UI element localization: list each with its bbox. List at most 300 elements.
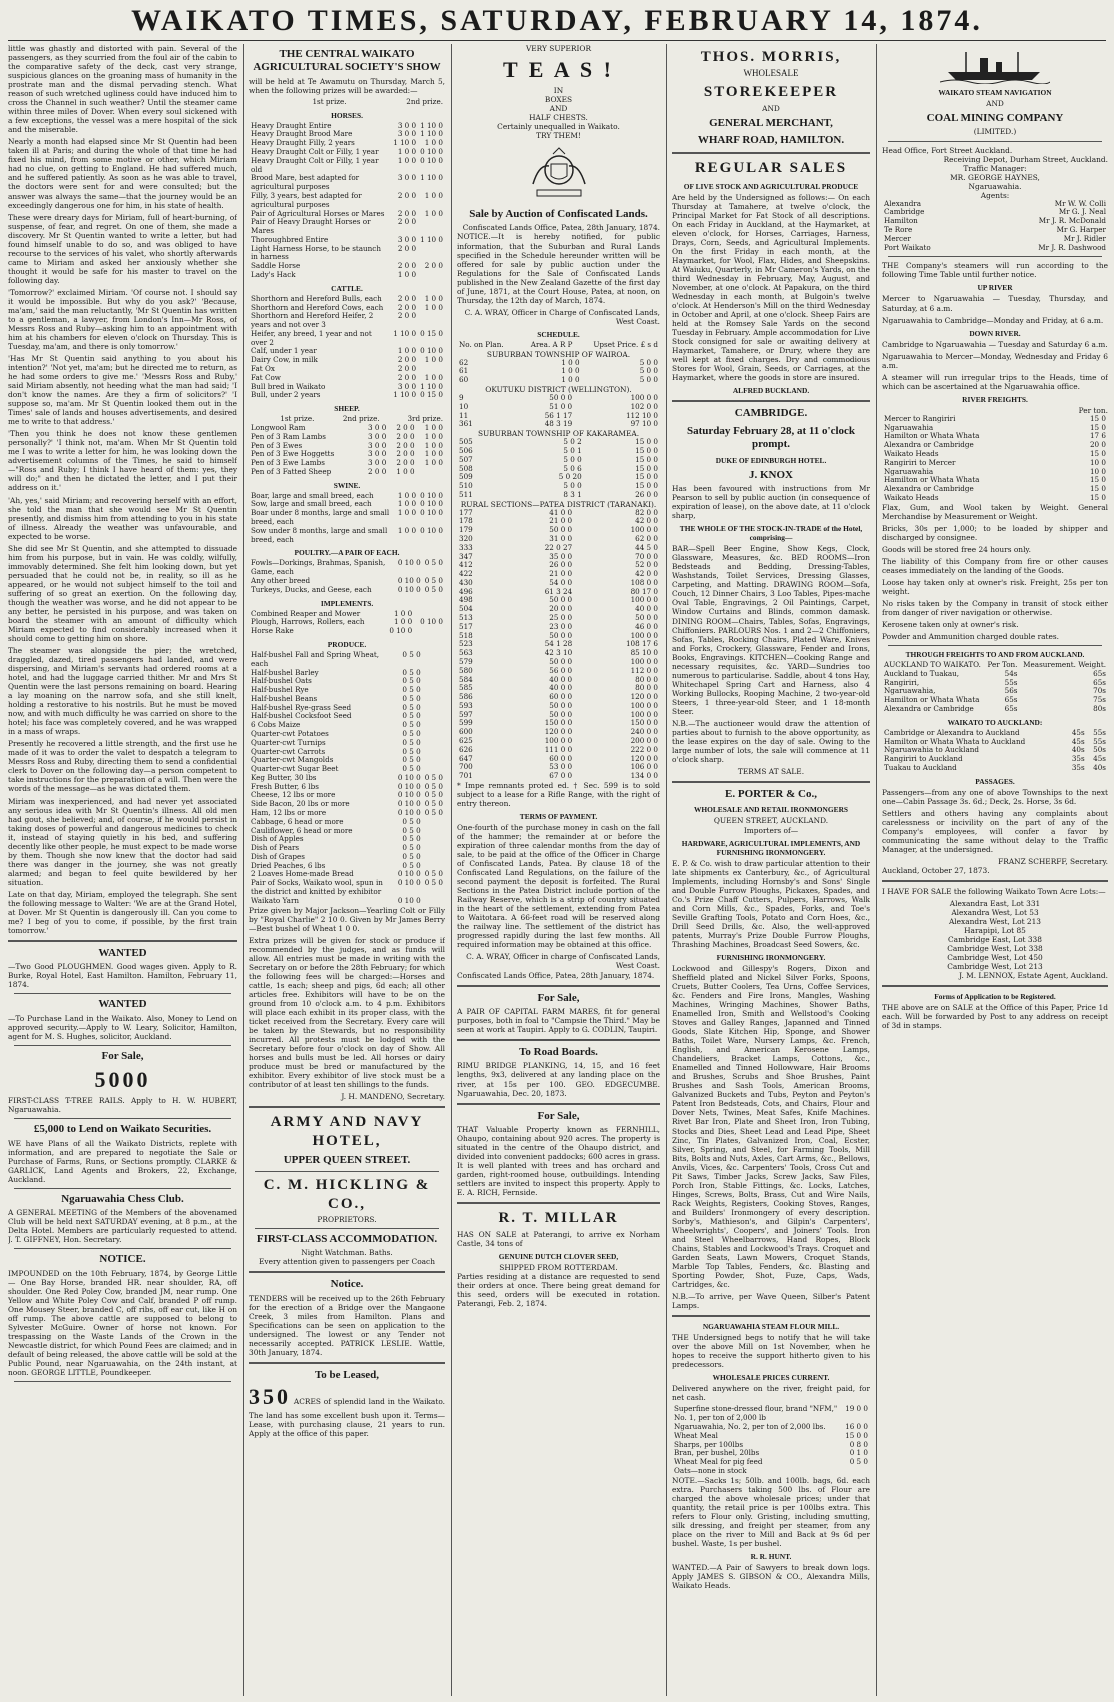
table-cell: Hamilton or Whata Whata [884, 431, 980, 441]
table-cell: 80 0 0 [635, 683, 658, 693]
proprietors-label: PROPRIETORS. [317, 1214, 377, 1224]
table-cell: Half-bushel Cocksfoot Seed [251, 711, 352, 721]
table-cell: 0 10 0 [420, 525, 443, 535]
table-cell: 50 0 0 [549, 525, 573, 535]
traffic-label: Traffic Manager: [963, 163, 1027, 173]
up-river-times [882, 294, 1108, 324]
table-cell [423, 818, 445, 827]
prize-table [249, 651, 445, 906]
forms-heading: Forms of Application to be Registered. [934, 992, 1056, 1002]
table-cell: Sow, large and small breed, each [251, 499, 372, 509]
table-cell: 23 0 0 [549, 621, 573, 631]
table-cell: 510 [459, 481, 473, 491]
table-cell: 179 [459, 525, 473, 535]
lots-intro: I HAVE FOR SALE the following Waikato Town Acre Lots:— [882, 887, 1106, 896]
coal-heading: COAL MINING COMPANY [926, 112, 1064, 125]
table-cell: Pen of 3 Ewe Hoggetts [251, 449, 335, 459]
table-cell: 0 5 0 [402, 685, 421, 695]
teas-lines [457, 86, 660, 122]
table-cell [423, 827, 445, 836]
table-cell: 120 0 0 [630, 692, 658, 702]
table-cell [423, 835, 445, 844]
table-cell: Pair of Socks, Waikato wool, spun in the district and knitted by exhibitor [251, 878, 383, 897]
schedule-section-title: SUBURBAN TOWNSHIP OF KAKARAMEA. [477, 429, 640, 439]
table-cell: 0 10 0 [397, 781, 421, 791]
table-cell: 6 Cobs Maize [251, 720, 301, 730]
table-cell: 2 0 0 [397, 243, 417, 253]
table-cell: Saddle Horse [251, 261, 301, 271]
table-cell: Cabbage, 6 head or more [251, 816, 344, 826]
table-cell [423, 739, 445, 748]
classified-ad [8, 1050, 237, 1119]
table-cell: 0 10 0 [397, 799, 421, 809]
table-cell: Mr J. R. Dashwood [1038, 242, 1106, 252]
ad-heading: WANTED [98, 946, 147, 959]
table-cell: 5 0 0 [639, 375, 658, 385]
table-cell: 1 0 0 [396, 466, 415, 476]
whole-stock-heading: THE WHOLE OF THE STOCK-IN-TRADE of the Hotel, comprising— [679, 524, 863, 543]
table-cell: Mercer to Rangiriri [884, 413, 956, 423]
table-cell: 35 0 0 [549, 551, 573, 561]
hardware-heading: HARDWARE, AGRICULTURAL IMPLEMENTS, AND FURNISHING IRONMONGERY. [681, 838, 861, 857]
table-cell: Half-bushel Rye [251, 685, 309, 695]
column-rule [451, 44, 452, 1696]
table-cell: Ham, 12 lbs or more [251, 808, 327, 817]
table-cell [423, 748, 445, 757]
story-paragraph: little was ghastly and distorted with pain. Several of the passengers, as they scurried from the foul air of the cabin to the comparative safety of the deck, cast very strange, suspicious glances on the groaning mass of humanity in the prostrate man and the dismal pervading stench. What reason of such wretched ugliness could have induced him to cross the Channel in such weather? Until the steamer came within three miles of Dover. When every soul sickened with a few exceptions, the vessel was a mere hospital of the sick and the miserable. [8, 44, 237, 135]
schedule-row [457, 420, 660, 429]
table-cell: 15 0 0 [635, 472, 658, 482]
prize-section-title: CATTLE. [331, 283, 363, 293]
table-cell: 1 10 0 [393, 390, 417, 400]
column-2 [249, 44, 445, 1696]
table-cell: 2 0 0 [397, 355, 417, 365]
prize-row [249, 330, 445, 348]
table-cell: 1st prize. [312, 96, 347, 106]
table-cell: Pen of 3 Ram Lambs [251, 431, 326, 441]
table-cell [423, 686, 445, 695]
table-cell [423, 669, 445, 678]
table-cell: 0 10 0 [397, 878, 421, 888]
divider [672, 400, 870, 402]
column-rule [243, 44, 244, 1696]
table-cell: 3 0 0 [397, 120, 417, 130]
table-cell: 0 5 0 [402, 860, 421, 870]
table-cell: 3 0 0 [397, 129, 417, 139]
and-label: AND [762, 103, 780, 113]
and-label: AND [986, 99, 1004, 109]
timetable-line: Cambridge to Ngaruawahia — Tuesday and Saturday 6 a.m. [882, 339, 1108, 349]
table-cell: 1 0 0 [393, 617, 413, 627]
millar-heading: R. T. MILLAR [498, 1210, 619, 1227]
table-cell: Shorthorn and Hereford Heifer, 2 years and not over 3 [251, 311, 374, 330]
table-cell: 50s [1093, 745, 1106, 755]
divider [14, 1045, 231, 1046]
table-cell: 25 0 0 [549, 613, 573, 623]
table-cell: 150 0 0 [544, 718, 573, 728]
table-cell: 1 0 0 [424, 440, 443, 450]
table-cell: 0 5 0 [402, 649, 421, 659]
story-paragraph: She did see Mr St Quentin, and she attempted to dissuade him from his purpose, but in vain. He was coldly, wilfully, immovably determined. She felt him looking down, but yet persuaded that he could not be, in reality, so ill as he appeared, or he would not subject himself to the toil and suffering of so great an exertion. On the following day, though the weather was worse, and he did not appear to be any better, he persisted in his purpose, and was taken on board the steamer with an amount of difficulty which Miriam expected to find considerably increased when it should come to getting him on shore. [8, 543, 237, 643]
table-cell: 523 [459, 639, 473, 649]
table-cell: 40 0 0 [635, 604, 658, 614]
buckland-signature: ALFRED BUCKLAND. [732, 386, 810, 396]
table-cell: 2 0 0 [397, 261, 417, 271]
table-cell: Ngaruawahia to Auckland [884, 745, 979, 755]
ad-heading: WANTED [98, 998, 147, 1011]
millar-text: HAS ON SALE at Paterangi, to arrive ex Norham Castle, 34 tons of [457, 1229, 660, 1248]
table-cell [423, 651, 445, 669]
table-cell: 100 0 0 [630, 630, 658, 640]
table-cell: 20 0 [1089, 440, 1106, 450]
show-rules: Extra prizes will be given for stock or produce if recommended by the judges, and as funds will allow. All entries must be made in writing with the Secretary on or before the 28th February; for which the following fees will be charged:—Horses and cattle, 1s each; sheep and pigs, 6d each; all other articles free. Exhibitors will have to be on the ground from 10 o'clock a.m. to 4 p.m. Exhibitors will place each exhibit in its proper class, with the ticket received from the Secretary. Every care will be taken by the Stewards, but no responsibility incurred. All protests must be lodged with the Secretary before four o'clock on day of Show. All horses and bulls must be led. All horses or dairy produce must be bred or manufactured by the exhibitor. Every exhibitor of live stock must be a contributor of at least ten shillings to the funds. [249, 935, 445, 1090]
morris-heading: THOS. MORRIS, [700, 49, 842, 65]
prize-row [249, 651, 445, 669]
table-cell [418, 271, 445, 280]
table-cell [423, 756, 445, 765]
prize-row [249, 218, 445, 236]
prices-heading: WHOLESALE PRICES CURRENT. [712, 1373, 830, 1383]
table-cell: 21 0 0 [549, 569, 573, 579]
table-cell: 1 10 0 [393, 328, 417, 338]
table-cell: Heavy Draught Colt or Filly, 1 year [251, 147, 379, 157]
table-cell: 10 [459, 401, 469, 411]
table-cell: 35s [1071, 754, 1085, 764]
confiscated-sale-heading: Sale by Auction of Confiscated Lands. [469, 208, 648, 221]
ad-text: IMPOUNDED on the 10th February, 1874, by George Little— One Bay Horse, branded HR. near shoulder, RA, off shoulder. One Red Poley Cow, branded JM, near rump. One Yellow and White Poley Cow and Calf, branded P off rump. One Mousey Steer, branded C, off ribs, off ear cut, like H on off rump. The above cattle are supposed to belong to Sylvester McGuire. Owner of horse not known. For trespassing on the Waste Lands of the Crown in the Newcastle district, for which Pound Fees are claimed; and in default of being released, the above cattle will be sold at the Public Pound, near Ngaruawahia, on the 24th instant, at noon. GEORGE LITTLE, Poundkeeper. [8, 1268, 237, 1378]
table-cell: 0 10 0 [420, 499, 443, 509]
column-5 [882, 44, 1108, 1696]
back-freights-table [882, 729, 1108, 773]
prize-section-title: HORSES. [331, 110, 363, 120]
table-cell: 506 [459, 445, 473, 455]
flour-mill-heading: NGARUAWAHIA STEAM FLOUR MILL. [702, 1322, 840, 1332]
table-cell: 0 5 0 [424, 781, 443, 791]
table-cell: 593 [459, 700, 473, 710]
cambridge-heading: CAMBRIDGE. [734, 407, 808, 420]
for-sale-heading: For Sale, [537, 991, 580, 1004]
schedule-table [457, 359, 660, 385]
hickling-name: C. M. HICKLING & CO., [263, 1177, 431, 1212]
table-cell: 430 [459, 577, 473, 587]
table-cell: 1 10 0 [420, 381, 443, 391]
table-cell: 19 0 0 [845, 1404, 868, 1414]
table-cell: 56s [1004, 686, 1018, 696]
table-cell: 21 0 0 [549, 516, 573, 526]
classified-ad [8, 1193, 237, 1250]
table-cell: 647 [459, 753, 473, 763]
schedule-note: * Impe remnants proted ed. † Sec. 599 is to sold subject to a lease for a Rifle Range, with the right of entry thereon. [457, 780, 660, 808]
table-cell [423, 695, 445, 704]
table-cell: 50 0 0 [549, 630, 573, 640]
table-cell: Heavy Draught Filly, 2 years [251, 138, 355, 148]
table-cell: 67 0 0 [549, 771, 573, 781]
table-cell: 508 [459, 463, 473, 473]
table-cell: 48 3 19 [544, 419, 573, 429]
prize-row [249, 627, 445, 636]
schedule-row [457, 456, 660, 465]
freight-row [882, 764, 1108, 773]
story-paragraph: Presently he recovered a little strength, and the first use he made of it was to order the valet to despatch a telegram to Messrs Ross and Ruby, directing them to send a confidential clerk to Dover on the following day—a person competent to take instructions for the preparation of a will. Then were the words of the message—as he was dictated them. [8, 739, 237, 794]
table-cell: 134 0 0 [630, 771, 658, 781]
flour-mill-text: THE Undersigned begs to notify that he will take over the above Mill on 1st November, when he hopes to receive the support hitherto given to his predecessors. [672, 1333, 870, 1370]
prize-row [249, 174, 445, 192]
table-cell: Alexandra [884, 198, 922, 208]
table-cell: Dish of Grapes [251, 851, 305, 861]
table-cell: 0 5 0 [424, 584, 443, 594]
table-cell: 65s [1093, 677, 1106, 687]
porter-sub: WHOLESALE AND RETAIL IRONMONGERS [693, 805, 849, 815]
table-cell: 97 10 0 [630, 419, 658, 429]
lot-item: Cambridge East, Lot 338 [948, 935, 1042, 945]
table-cell: 0 10 0 [397, 772, 421, 782]
table-cell: Longwool Ram [251, 422, 306, 432]
table-cell: Cambridge [884, 207, 925, 217]
divider [249, 1106, 445, 1108]
prize-row [249, 245, 445, 263]
table-cell: 100 0 0 [630, 393, 658, 403]
table-cell: Filly, 3 years, best adapted for agricultural purposes [251, 190, 362, 209]
table-cell: 178 [459, 516, 473, 526]
table-cell: 1 10 0 [420, 120, 443, 130]
table-cell: 3 0 0 [367, 431, 387, 441]
masthead: WAIKATO TIMES, SATURDAY, FEBRUARY 14, 1874. [131, 4, 983, 37]
terms-at-sale: TERMS AT SALE. [737, 767, 805, 777]
prices-tail: NOTE.—Sacks 1s; 50lb. and 100lb. bags, 6d. each extra. Purchasers taking 500 lbs. of Flour are charged the above wholesale prices; under that quantity, the retail price is per 100lbs extra. This refers to Flour only. Gristing, including smutting, silk dressing, and freight per steamer, from any place on the river to Mill and Back at 9s 6d per bushel. Waste, 1s per bushel. [672, 1475, 870, 1548]
table-cell: 1 0 0 [424, 190, 443, 200]
schedule-heading: SCHEDULE. [537, 329, 580, 339]
table-cell: 1 0 0 [397, 499, 417, 509]
notice-heading: Notice. [330, 1278, 364, 1291]
table-cell: 100 0 0 [630, 709, 658, 719]
table-cell: 62 0 0 [635, 534, 658, 544]
story-paragraph: 'Tomorrow?' exclaimed Miriam. 'Of course not. I should say it would be impossible. But why do you ask?' 'Because, ma'am,' said the man reluctantly, 'Mr St Quentin has written to a gentleman, a lawyer, from London's Inn—Mr Ross, of Messrs Ross and Ruby—asking him to an appointment with him at his chambers for eleven o'clock on Thursday. This is Tuesday, ma'am, and there is only tomorrow.' [8, 287, 237, 351]
prize-row [249, 879, 445, 897]
teas-line: AND [549, 103, 568, 113]
prices-table [672, 1405, 870, 1475]
table-cell: 0 5 0 [402, 711, 421, 721]
table-cell: Dried Peaches, 6 lbs [251, 860, 326, 870]
forms-text: THE above are on SALE at the Office of this Paper, Price 1d each. Will be forwarded by Post to any address on receipt of 3d in stamps. [882, 1003, 1108, 1031]
show-intro: will be held at Te Awamutu on Thursday, March 5, when the following prizes will be awarded:— [249, 76, 445, 95]
table-cell: Half-bushel Beans [251, 693, 318, 703]
divider [14, 1118, 231, 1119]
divider [14, 993, 231, 994]
table-cell: 422 [459, 569, 473, 579]
ad-heading: Ngaruawahia Chess Club. [61, 1192, 184, 1205]
prize-row [249, 586, 445, 595]
table-cell: 108 17 6 [625, 639, 658, 649]
through-freights-table [882, 661, 1108, 714]
leased-heading: To be Leased, [314, 1368, 380, 1381]
prize-row [249, 271, 445, 280]
table-cell: Ngaruawahia, No. 2, per ton of 2,000 lbs. [674, 1421, 826, 1431]
table-cell: 333 [459, 542, 473, 552]
prize-section-title: POULTRY.—A PAIR OF EACH. [294, 548, 400, 558]
terms-heading: TERMS OF PAYMENT. [519, 811, 598, 821]
table-cell: 50 0 0 [549, 393, 573, 403]
story-paragraph: Nearly a month had elapsed since Mr St Quentin had been taken ill at Paris; and during the whole of that time he had fixed his mind, from some motive or other, which Miriam had no clue, on getting to England. He had suffered much, and he suffered patiently. As soon as he was able to travel, the doctors were sent for and were consulted; but the answer was always the same—that the journey would be an exceedingly dangerous one for him, in his state of health. [8, 137, 237, 210]
merchant-label: GENERAL MERCHANT, [709, 116, 833, 129]
queen-street: QUEEN STREET, AUCKLAND. [713, 816, 829, 826]
table-cell: 0 5 0 [402, 667, 421, 677]
table-cell: 0 5 0 [402, 834, 421, 844]
table-cell: 102 0 0 [630, 401, 658, 411]
table-cell: 5 0 0 [563, 481, 582, 491]
ad-text: —Two Good PLOUGHMEN. Good wages given. Apply to R. Burke, Royal Hotel, East Hamilton. Hamilton, February 11, 1874. [8, 962, 237, 990]
table-cell: 15 0 0 [635, 437, 658, 447]
classified-ad [8, 1123, 237, 1189]
terms-signature: C. A. WRAY, Officer in charge of Confiscated Lands, West Coast. [466, 952, 660, 971]
table-cell: 0 5 0 [402, 693, 421, 703]
divider [255, 1228, 439, 1229]
hunt-signature: R. R. HUNT. [750, 1551, 792, 1561]
table-cell: 0 10 0 [420, 490, 443, 500]
table-cell: 26 0 0 [635, 489, 658, 499]
table-cell: Mr G. Harper [1056, 225, 1106, 235]
table-cell: 15 0 0 [635, 481, 658, 491]
table-cell: Area. A R P [530, 339, 573, 349]
table-cell: 1 10 0 [420, 129, 443, 139]
table-cell: Auckland to Tuakau, [884, 668, 960, 678]
agent-row [882, 244, 1108, 253]
schedule-table [457, 509, 660, 781]
ad-big-number: 5000 [94, 1067, 151, 1093]
special-prizes: Prize given by Major Jackson—Yearling Colt or Filly by "Royal Charlie" 2 10 0. Given by Mr James Berry—Best bushel of Wheat 1 0 0. [249, 905, 445, 933]
table-cell: 511 [459, 489, 473, 499]
land-schedule [457, 341, 660, 781]
table-cell: Ngaruawahia, [884, 686, 936, 696]
secretary-signature: J. H. MANDENO, Secretary. [341, 1092, 445, 1102]
table-cell [414, 627, 445, 636]
table-cell: 35s [1071, 762, 1085, 772]
traffic-manager: MR. GEORGE HAYNES, [950, 172, 1040, 182]
ad-heading: £5,000 to Lend on Waikato Securities. [33, 1123, 212, 1136]
table-cell: Mr G. J. Neal [1058, 207, 1106, 217]
table-cell [418, 245, 445, 263]
steam-heading: WAIKATO STEAM NAVIGATION [938, 88, 1052, 97]
irregular-trips: A steamer will run irregular trips to the Heads, time of which can be ascertained at the Ngaruawahia office. [882, 372, 1108, 391]
table-cell: 61 3 24 [544, 586, 573, 596]
table-cell: 31 0 0 [549, 534, 573, 544]
table-cell: 106 0 0 [630, 762, 658, 772]
table-cell: Hamilton or Whata Whata [884, 475, 980, 485]
table-cell: 0 5 0 [402, 728, 421, 738]
schedule-row [457, 482, 660, 491]
table-cell: 504 [459, 604, 473, 614]
bricks-note: Bricks, 30s per 1,000; to be loaded by shipper and discharged by consignee. [882, 523, 1108, 542]
table-cell: Hamilton or Whata Whata [884, 695, 980, 705]
importers-label: Importers of— [743, 825, 799, 835]
table-cell: Half-bushel Barley [251, 667, 319, 677]
schedule-section-title: OKUTUKU DISTRICT (WELLINGTON). [485, 384, 632, 394]
schedule-row [457, 367, 660, 376]
table-cell: 0 5 0 [402, 702, 421, 712]
table-cell: 5 0 1 [563, 445, 582, 455]
prize-table [249, 492, 445, 545]
lot-item: Harapipi, Lot 85 [964, 926, 1026, 936]
table-cell: Dish of Apples [251, 834, 304, 844]
night-watchman: Night Watchman. Baths. [301, 1248, 393, 1258]
table-cell: 150 0 0 [630, 718, 658, 728]
teas-top: VERY SUPERIOR [525, 44, 592, 53]
table-cell: Hamilton [884, 216, 918, 226]
table-cell: 2 0 0 [367, 466, 387, 476]
story-paragraph: 'Ah, yes,' said Miriam; and recovering herself with an effort, she told the man that she would see Mr St Quentin presently, and dismiss him from attending to you in his state of illness. Already the weather was unfavourable, and expected to be worse. [8, 495, 237, 541]
furnishing-heading: FURNISHING IRONMONGERY. [716, 952, 826, 962]
table-cell: Boar under 8 months, large and small breed, each [251, 508, 390, 527]
table-cell: 16 0 0 [845, 1421, 868, 1431]
table-cell: 412 [459, 560, 473, 570]
table-cell: 61 [459, 366, 469, 376]
depot: Receiving Depot, Durham Street, Auckland. [943, 154, 1108, 164]
mares-ad: A PAIR OF CAPITAL FARM MARES, fit for general purposes, both in foal to "Campsie the Third." May be seen at work at Taupiri. Apply to G. CODLIN, Taupiri. [457, 1006, 660, 1035]
table-cell: 50 0 0 [549, 656, 573, 666]
table-cell: Pen of 3 Fatted Sheep [251, 466, 332, 476]
prize-section-title: SHEEP. [334, 404, 360, 414]
table-cell: Fat Ox [251, 364, 275, 374]
table-cell: 0 10 0 [397, 575, 421, 585]
table-cell: 100 0 0 [630, 525, 658, 535]
schedule-table [457, 438, 660, 499]
table-cell: 75s [1093, 695, 1106, 705]
column-rule [666, 44, 667, 1696]
table-cell: 40 0 0 [549, 683, 573, 693]
leased-text: ACRES of splendid land in the Waikato. The land has some excellent bush upon it. Terms—Lease, with purchasing clause, 21 years to run. Apply at the office of this paper. [249, 1397, 445, 1439]
table-cell: 15 0 [1089, 422, 1106, 432]
table-cell: 0 10 0 [397, 584, 421, 594]
schedule-row [457, 772, 660, 781]
table-cell: 42 3 10 [544, 648, 573, 658]
table-cell: 1 0 0 [424, 422, 443, 432]
table-cell: 0 5 0 [402, 737, 421, 747]
sale-notice: NOTICE.—It is hereby notified, for public information, that the Suburban and Rural Lands specified in the Schedule hereunder written will be offered for sale by public auction under the Regulations for the Sale of Confiscated Lands published in the New Zealand Gazette of the first day of June, 1871, at the Court House, Patea, at noon, on Thursday, the 12th day of March, 1874. [457, 232, 660, 305]
divider [888, 645, 1102, 646]
header-row [457, 341, 660, 350]
loose-hay-note: Loose hay taken only at owner's risk. Freight, 25s per ton weight. [882, 577, 1108, 596]
table-cell: Oats—none in stock [674, 1465, 747, 1475]
table-cell: 0 5 0 [424, 799, 443, 809]
table-cell: 2 Loaves Home-made Bread [251, 869, 354, 879]
table-cell: Waikato Yarn [251, 895, 300, 905]
table-cell: 52 0 0 [635, 560, 658, 570]
table-cell: 518 [459, 630, 473, 640]
table-cell: 3 0 0 [367, 458, 387, 468]
table-cell: 15 0 [1089, 475, 1106, 485]
table-cell: 498 [459, 595, 473, 605]
table-cell: 1 0 0 [397, 269, 417, 279]
table-cell: 0 5 0 [402, 720, 421, 730]
divider [14, 1381, 231, 1382]
freights-table [882, 415, 1108, 503]
schedule-section-title: SUBURBAN TOWNSHIP OF WAIROA. [486, 349, 631, 359]
table-cell: 108 0 0 [630, 577, 658, 587]
down-river-times [882, 340, 1108, 370]
column-4 [672, 44, 870, 1696]
lot-item: Cambridge West, Lot 213 [947, 962, 1043, 972]
porter-heading: E. PORTER & Co., [725, 788, 817, 801]
table-cell: 46 0 0 [635, 621, 658, 631]
table-cell: 42 0 0 [635, 569, 658, 579]
column-rule [876, 44, 877, 1696]
table-cell: 1 10 0 [393, 138, 417, 148]
table-cell: 0 10 0 [420, 617, 443, 627]
table-cell: Horse Rake [251, 626, 294, 636]
divider [457, 1103, 660, 1105]
table-cell: 65s [1004, 703, 1018, 713]
complaints-text: Settlers and others having any complaints about carelessness or incivility on the part of any of the Company's employees, will confer a favor by communicating the same without delay to the Traffic Manager, at the undersigned. [882, 808, 1108, 854]
table-cell: 0 5 0 [402, 843, 421, 853]
